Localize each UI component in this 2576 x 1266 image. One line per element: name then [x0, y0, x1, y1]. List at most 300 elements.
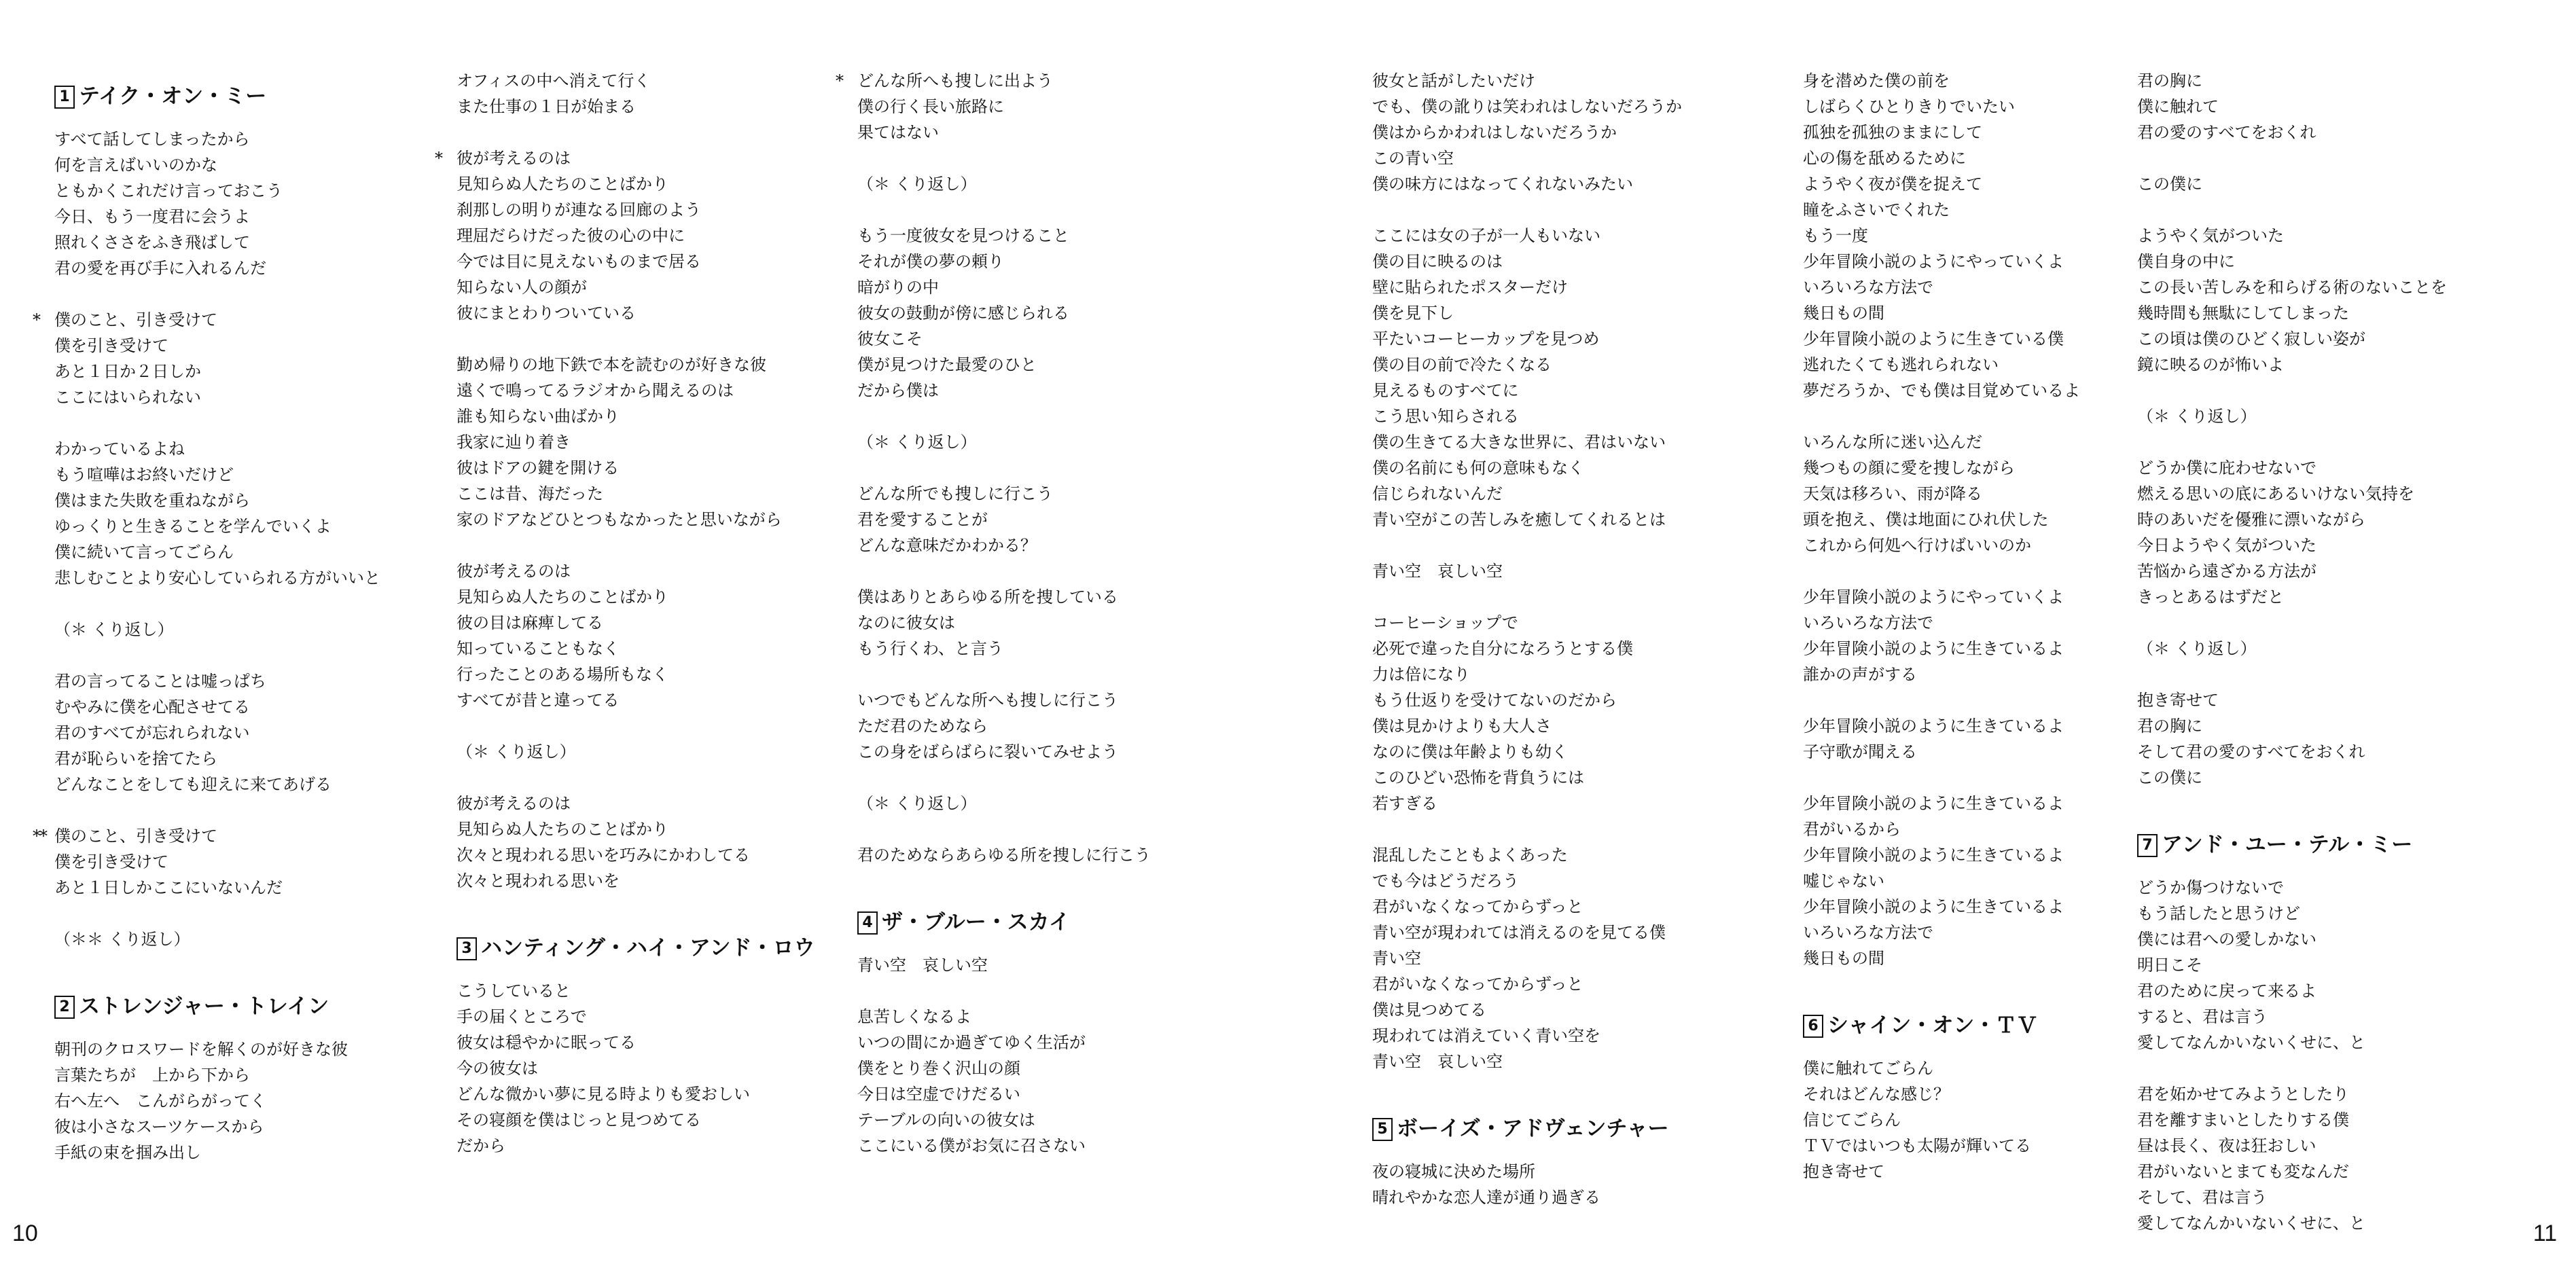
- lyric-line: [1372, 894, 1753, 920]
- lyric-line: [1803, 274, 2183, 300]
- lyric-text: 君が恥らいを捨てたら: [54, 749, 217, 768]
- lyric-text: 知っていることもなく: [457, 639, 620, 658]
- lyric-line: [1803, 68, 2183, 94]
- lyric-line: [857, 378, 1238, 403]
- lyric-text: いろんな所に迷い込んだ: [1803, 433, 1982, 452]
- song-heading: [1803, 1008, 2183, 1043]
- lyric-text: 混乱したこともよくあった: [1372, 846, 1568, 865]
- lyric-line: [1372, 274, 1753, 300]
- song-title: ボーイズ・アドヴェンチャー: [1397, 1117, 1669, 1141]
- lyric-text: 夜の寝城に決めた場所: [1372, 1162, 1535, 1181]
- lyric-text: 彼女こそ: [857, 329, 923, 348]
- lyric-text: この青い空: [1372, 149, 1454, 168]
- lyric-line: [857, 1133, 1238, 1159]
- lyric-text: 誰も知らない曲ばかり: [457, 407, 620, 426]
- lyric-text: 行ったことのある場所もなく: [457, 665, 668, 684]
- lyric-line: [54, 384, 435, 410]
- lyric-line: [1803, 1133, 2183, 1159]
- lyric-line: [2137, 584, 2558, 610]
- lyric-line: [1803, 249, 2183, 274]
- lyric-line: [857, 429, 1238, 455]
- stanza-gap: [1803, 403, 2183, 429]
- lyric-text: 子守歌が聞える: [1803, 742, 1917, 761]
- stanza-gap: [1803, 971, 2183, 997]
- lyric-line: [1803, 171, 2183, 197]
- lyric-line: [2137, 1107, 2558, 1133]
- lyric-text: それはどんな感じ？: [1803, 1085, 1950, 1104]
- lyric-text: いろいろな方法で: [1803, 923, 1933, 942]
- lyric-line: [457, 584, 837, 610]
- lyric-text: 幾時間も無駄にしてしまった: [2137, 304, 2349, 323]
- lyric-text: その寝顔を僕はじっと見つめてる: [457, 1110, 701, 1129]
- lyric-line: [2137, 352, 2558, 378]
- lyric-text: 彼が考えるのは: [457, 562, 571, 581]
- lyric-text: どんな意味だかわかる？: [857, 536, 1037, 555]
- lyric-line: [857, 481, 1238, 507]
- lyric-text: 我家に辿り着き: [457, 433, 571, 452]
- lyric-text: ここは昔、海だった: [457, 484, 603, 503]
- lyric-line: [1803, 1055, 2183, 1081]
- lyric-text: もう一度: [1803, 226, 1868, 245]
- lyric-line: [435, 145, 837, 171]
- lyric-line: [857, 584, 1238, 610]
- lyric-line: [1803, 378, 2183, 403]
- lyric-line: [457, 842, 837, 868]
- lyric-line: [1372, 68, 1753, 94]
- lyric-text: 若すぎる: [1372, 794, 1437, 813]
- lyric-line: [2137, 532, 2558, 558]
- lyric-text: もう行くわ、と言う: [857, 639, 1004, 658]
- lyric-line: [1372, 1049, 1753, 1074]
- lyric-line: [1803, 636, 2183, 662]
- lyric-line: [54, 1062, 435, 1088]
- lyric-line: [54, 359, 435, 384]
- lyric-line: [457, 1133, 837, 1159]
- lyric-line: [1803, 532, 2183, 558]
- lyric-line: [1372, 94, 1753, 120]
- song-heading: [54, 79, 435, 114]
- lyric-text: ようやく夜が僕を捉えて: [1803, 175, 1982, 194]
- lyric-text: 君のためならあらゆる所を捜しに行こう: [857, 846, 1151, 865]
- lyric-text: この僕に: [2137, 768, 2202, 787]
- lyric-text: 今日は空虚でけだるい: [857, 1085, 1020, 1104]
- lyric-text: どうか傷つけないで: [2137, 878, 2284, 897]
- lyric-line: [857, 687, 1238, 713]
- lyric-text: 勤め帰りの地下鉄で本を読むのが好きな彼: [457, 355, 766, 374]
- song-heading: [1372, 1111, 1753, 1146]
- lyric-text: 少年冒険小説のようにやっていくよ: [1803, 587, 2064, 607]
- lyric-text: 昼は長く、夜は狂おしい: [2137, 1136, 2316, 1155]
- stanza-gap: [54, 591, 435, 617]
- lyric-text: 平たいコーヒーカップを見つめ: [1372, 329, 1600, 348]
- lyric-text: また仕事の１日が始まる: [457, 97, 636, 116]
- lyric-text: しばらくひとりきりでいたい: [1803, 97, 2015, 116]
- lyric-line: [1372, 352, 1753, 378]
- lyric-text: 知らない人の顔が: [457, 278, 587, 297]
- lyric-text: いつでもどんな所へも捜しに行こう: [857, 691, 1118, 710]
- lyric-text: どんな所へも捜しに出よう: [857, 71, 1053, 90]
- lyric-line: [457, 403, 837, 429]
- lyric-line: [1803, 481, 2183, 507]
- lyric-text: 少年冒険小説のように生きているよ: [1803, 794, 2064, 813]
- lyric-text: 右へ左へ こんがらがってく: [54, 1091, 266, 1110]
- lyric-line: [857, 532, 1238, 558]
- lyric-line: [457, 687, 837, 713]
- lyric-text: ただ君のためなら: [857, 717, 988, 736]
- lyric-text: 少年冒険小説のように生きているよ: [1803, 897, 2064, 916]
- lyric-text: 今日、もう一度君に会うよ: [54, 207, 250, 226]
- lyric-line: [54, 178, 435, 204]
- lyric-line: [1803, 300, 2183, 326]
- lyric-text: （＊ くり返し）: [2137, 407, 2257, 426]
- lyric-text: 彼にまとわりついている: [457, 304, 636, 323]
- lyric-line: [1372, 1023, 1753, 1049]
- lyric-text: でも、僕の訛りは笑われはしないだろうか: [1372, 97, 1682, 116]
- stanza-gap: [2137, 429, 2558, 455]
- lyric-line: [457, 868, 837, 894]
- lyric-text: 息苦しくなるよ: [857, 1007, 971, 1026]
- lyrics-column-2: [435, 68, 837, 1159]
- lyric-line: [836, 68, 1238, 94]
- lyric-line: [1372, 1184, 1753, 1210]
- stanza-gap: [857, 455, 1238, 481]
- lyric-text: 抱き寄せて: [2137, 691, 2219, 710]
- lyric-text: 手紙の束を掴み出し: [54, 1143, 201, 1162]
- lyric-text: 僕の味方にはなってくれないみたい: [1372, 175, 1633, 194]
- lyric-text: 天気は移ろい、雨が降る: [1803, 484, 1982, 503]
- lyric-text: 君がいないとまても変なんだ: [2137, 1162, 2349, 1181]
- lyric-text: 彼はドアの鍵を開ける: [457, 458, 620, 477]
- lyric-line: [2137, 1133, 2558, 1159]
- lyric-text: （＊＊ くり返し）: [54, 930, 190, 949]
- lyric-line: [2137, 558, 2558, 584]
- lyric-text: 少年冒険小説のようにやっていくよ: [1803, 252, 2064, 271]
- lyric-text: 君がいなくなってからずっと: [1372, 975, 1584, 994]
- lyric-text: 明日こそ: [2137, 956, 2202, 975]
- lyric-line: [1372, 971, 1753, 997]
- lyric-text: そして、君は言う: [2137, 1188, 2268, 1207]
- lyric-line: [2137, 952, 2558, 978]
- lyric-text: 僕自身の中に: [2137, 252, 2235, 271]
- lyric-line: [857, 326, 1238, 352]
- lyric-text: ようやく気がついた: [2137, 226, 2284, 245]
- lyric-line: [857, 952, 1238, 978]
- lyric-text: 僕に続いて言ってごらん: [54, 543, 234, 562]
- lyric-line: [457, 636, 837, 662]
- lyric-text: 現われては消えていく青い空を: [1372, 1026, 1600, 1045]
- stanza-gap: [1372, 197, 1753, 223]
- stanza-gap: [857, 197, 1238, 223]
- lyric-text: なのに僕は年齢よりも幼く: [1372, 742, 1568, 761]
- lyric-text: コーヒーショップで: [1372, 613, 1518, 632]
- refrain-mark: **: [33, 827, 46, 846]
- lyric-text: 君がいるから: [1803, 820, 1901, 839]
- lyric-line: [1803, 326, 2183, 352]
- lyric-line: [2137, 636, 2558, 662]
- lyric-line: [54, 539, 435, 565]
- stanza-gap: [457, 532, 837, 558]
- lyric-text: 僕のこと、引き受けて: [54, 827, 217, 846]
- lyric-text: すべて話してしまったから: [54, 130, 250, 149]
- lyric-text: いつの間にか過ぎてゆく生活が: [857, 1033, 1086, 1052]
- lyric-line: [457, 816, 837, 842]
- lyric-text: 刹那しの明りが連なる回廊のよう: [457, 200, 701, 219]
- lyric-text: 苦悩から遠ざかる方法が: [2137, 562, 2316, 581]
- lyric-line: [1803, 662, 2183, 687]
- lyric-line: [857, 274, 1238, 300]
- lyric-line: [2137, 713, 2558, 739]
- lyric-text: 朝刊のクロスワードを解くのが好きな彼: [54, 1040, 348, 1059]
- lyric-text: （＊ くり返し）: [54, 620, 174, 639]
- lyric-line: [2137, 300, 2558, 326]
- lyric-line: [2137, 978, 2558, 1004]
- lyric-line: [54, 1088, 435, 1114]
- lyric-line: [1372, 481, 1753, 507]
- lyric-line: [457, 429, 837, 455]
- lyric-text: 見知らぬ人たちのことばかり: [457, 175, 668, 194]
- track-number-box: 4: [857, 911, 878, 935]
- lyric-line: [1372, 249, 1753, 274]
- lyric-text: 鏡に映るのが怖いよ: [2137, 355, 2284, 374]
- lyric-text: なのに彼女は: [857, 613, 955, 632]
- lyric-line: [857, 223, 1238, 249]
- lyric-line: [1803, 1107, 2183, 1133]
- song-title: ザ・ブルー・スカイ: [882, 910, 1070, 935]
- lyrics-column-3: [836, 68, 1238, 1159]
- lyric-text: 僕の生きてる大きな世界に、君はいない: [1372, 433, 1666, 452]
- lyric-line: [2137, 926, 2558, 952]
- lyric-text: 僕の行く長い旅路に: [857, 97, 1004, 116]
- lyric-text: 少年冒険小説のように生きているよ: [1803, 639, 2064, 658]
- lyric-text: 誰かの声がする: [1803, 665, 1917, 684]
- lyric-line: [2137, 120, 2558, 145]
- lyric-line: [2137, 1159, 2558, 1184]
- lyric-line: [54, 230, 435, 255]
- lyric-text: この身をばらばらに裂いてみせよう: [857, 742, 1118, 761]
- track-number-box: 6: [1803, 1015, 1823, 1038]
- lyric-line: [2137, 1210, 2558, 1236]
- lyric-text: 僕を見下し: [1372, 304, 1454, 323]
- lyric-line: [1372, 455, 1753, 481]
- stanza-gap: [1803, 558, 2183, 584]
- lyric-text: 君を離すまいとしたりする僕: [2137, 1110, 2349, 1129]
- lyric-line: [1803, 223, 2183, 249]
- lyric-text: 壁に貼られたポスターだけ: [1372, 278, 1568, 297]
- lyric-line: [457, 171, 837, 197]
- lyric-line: [857, 249, 1238, 274]
- lyric-line: [1803, 429, 2183, 455]
- lyric-line: [457, 223, 837, 249]
- stanza-gap: [857, 145, 1238, 171]
- lyric-text: いろいろな方法で: [1803, 278, 1933, 297]
- lyric-line: [54, 1140, 435, 1165]
- lyric-text: 幾日もの間: [1803, 304, 1884, 323]
- lyric-text: ゆっくりと生きることを学んでいくよ: [54, 517, 332, 536]
- song-heading: [54, 989, 435, 1024]
- lyric-text: （＊ くり返し）: [857, 175, 977, 194]
- lyric-text: 僕の名前にも何の意味もなく: [1372, 458, 1584, 477]
- lyric-line: [457, 274, 837, 300]
- lyric-line: [2137, 223, 2558, 249]
- lyric-text: 僕に触れて: [2137, 97, 2219, 116]
- song-title: シャイン・オン・ＴＶ: [1827, 1013, 2038, 1038]
- lyric-line: [457, 455, 837, 481]
- lyric-line: [1372, 326, 1753, 352]
- lyric-line: [33, 307, 435, 333]
- stanza-gap: [857, 558, 1238, 584]
- lyric-text: 手の届くところで: [457, 1007, 587, 1026]
- lyric-line: [33, 823, 435, 849]
- lyric-line: [54, 513, 435, 539]
- lyric-line: [457, 1055, 837, 1081]
- lyric-text: だから僕は: [857, 381, 939, 400]
- lyric-line: [1803, 507, 2183, 532]
- song-title: アンド・ユー・テル・ミー: [2162, 833, 2413, 857]
- lyric-line: [2137, 507, 2558, 532]
- lyric-line: [1372, 662, 1753, 687]
- lyric-text: むやみに僕を心配させてる: [54, 698, 250, 717]
- lyrics-column-1: [33, 68, 435, 1165]
- lyric-line: [1372, 300, 1753, 326]
- song-title: ストレンジャー・トレイン: [79, 994, 329, 1019]
- right-page: [1288, 0, 2576, 1266]
- lyric-text: 見知らぬ人たちのことばかり: [457, 820, 668, 839]
- lyric-line: [457, 249, 837, 274]
- lyric-line: [457, 978, 837, 1004]
- lyric-line: [857, 94, 1238, 120]
- lyric-line: [857, 1004, 1238, 1030]
- lyric-line: [1372, 920, 1753, 945]
- stanza-gap: [857, 765, 1238, 791]
- lyric-text: そして君の愛のすべてをおくれ: [2137, 742, 2365, 761]
- lyric-text: 見えるものすべてに: [1372, 381, 1519, 400]
- stanza-gap: [2137, 197, 2558, 223]
- track-number-box: 5: [1372, 1118, 1393, 1141]
- stanza-gap: [857, 816, 1238, 842]
- lyric-line: [1803, 713, 2183, 739]
- lyric-line: [54, 436, 435, 462]
- lyric-line: [1803, 1081, 2183, 1107]
- lyric-line: [1372, 868, 1753, 894]
- lyric-line: [457, 507, 837, 532]
- lyric-text: 少年冒険小説のように生きている僕: [1803, 329, 2064, 348]
- lyric-line: [54, 1114, 435, 1140]
- lyric-text: 僕を引き受けて: [54, 336, 168, 355]
- lyric-text: 瞳をふさいでくれた: [1803, 200, 1950, 219]
- lyric-text: 青い空がこの苦しみを癒してくれるとは: [1372, 510, 1666, 529]
- lyric-text: 愛してなんかいないくせに、と: [2137, 1214, 2365, 1233]
- stanza-gap: [457, 120, 837, 145]
- lyric-text: 今では目に見えないものまで居る: [457, 252, 701, 271]
- lyric-text: 僕には君への愛しかない: [2137, 930, 2316, 949]
- lyric-line: [457, 1004, 837, 1030]
- page-number-right: 11: [2533, 1220, 2557, 1246]
- lyric-line: [457, 662, 837, 687]
- lyric-line: [457, 352, 837, 378]
- lyric-line: [2137, 901, 2558, 926]
- lyric-text: 信じてごらん: [1803, 1110, 1901, 1129]
- lyric-text: 何を言えばいいのかな: [54, 156, 217, 175]
- lyric-line: [54, 333, 435, 359]
- stanza-gap: [1372, 532, 1753, 558]
- lyric-text: 理屈だらけだった彼の心の中に: [457, 226, 685, 245]
- lyric-text: 抱き寄せて: [1803, 1162, 1884, 1181]
- lyric-text: 夢だろうか、でも僕は目覚めているよ: [1803, 381, 2080, 400]
- lyric-line: [2137, 481, 2558, 507]
- stanza-gap: [2137, 378, 2558, 403]
- lyric-line: [1803, 197, 2183, 223]
- lyric-line: [1803, 94, 2183, 120]
- lyric-line: [457, 481, 837, 507]
- lyrics-column-4: [1372, 68, 1753, 1210]
- lyric-text: いろいろな方法で: [1803, 613, 1933, 632]
- lyric-line: [457, 610, 837, 636]
- lyric-text: 僕は見かけよりも大人さ: [1372, 717, 1552, 736]
- lyric-line: [857, 300, 1238, 326]
- lyric-text: 君の胸に: [2137, 71, 2202, 90]
- lyric-line: [857, 1107, 1238, 1133]
- lyric-text: 孤独を孤独のままにして: [1803, 123, 1982, 142]
- lyric-text: 彼女の鼓動が傍に感じられる: [857, 304, 1069, 323]
- lyric-line: [2137, 249, 2558, 274]
- lyric-text: 僕の目に映るのは: [1372, 252, 1503, 271]
- lyric-line: [1803, 610, 2183, 636]
- lyric-text: 時のあいだを優雅に漂いながら: [2137, 510, 2365, 529]
- lyric-line: [1803, 145, 2183, 171]
- stanza-gap: [54, 281, 435, 307]
- lyric-line: [54, 617, 435, 643]
- lyric-line: [1372, 842, 1753, 868]
- lyric-line: [1372, 378, 1753, 403]
- lyric-text: 君を妬かせてみようとしたり: [2137, 1085, 2349, 1104]
- lyric-line: [1372, 507, 1753, 532]
- lyric-line: [1803, 816, 2183, 842]
- lyric-line: [54, 668, 435, 694]
- lyric-text: 君の愛のすべてをおくれ: [2137, 123, 2316, 142]
- lyric-line: [857, 713, 1238, 739]
- lyric-text: 力は倍になり: [1372, 665, 1470, 684]
- lyric-text: 君の愛を再び手に入れるんだ: [54, 259, 266, 278]
- stanza-gap: [54, 643, 435, 668]
- lyrics-column-6: [2137, 68, 2558, 1236]
- lyric-line: [1803, 455, 2183, 481]
- lyric-line: [2137, 765, 2558, 791]
- lyric-line: [857, 352, 1238, 378]
- stanza-gap: [2137, 610, 2558, 636]
- lyric-text: これから何処へ行けばいいのか: [1803, 536, 2031, 555]
- song-title: ハンティング・ハイ・アンド・ロウ: [481, 936, 815, 960]
- lyric-line: [2137, 326, 2558, 352]
- lyric-text: 僕のこと、引き受けて: [54, 310, 217, 329]
- lyric-text: 暗がりの中: [857, 278, 939, 297]
- lyric-line: [54, 255, 435, 281]
- lyric-text: こう思い知らされる: [1372, 407, 1519, 426]
- lyric-text: 家のドアなどひとつもなかったと思いながら: [457, 510, 782, 529]
- lyric-line: [1372, 765, 1753, 791]
- stanza-gap: [457, 894, 837, 920]
- lyric-text: （＊ くり返し）: [857, 433, 977, 452]
- lyric-text: ここには女の子が一人もいない: [1372, 226, 1600, 245]
- lyric-text: 言葉たちが 上から下から: [54, 1066, 250, 1085]
- lyric-line: [1372, 403, 1753, 429]
- track-number-box: 3: [457, 937, 477, 960]
- lyric-line: [1372, 610, 1753, 636]
- lyric-line: [457, 197, 837, 223]
- lyrics-column-5: [1803, 68, 2183, 1184]
- lyric-line: [857, 1030, 1238, 1055]
- lyric-line: [1372, 997, 1753, 1023]
- lyric-line: [2137, 94, 2558, 120]
